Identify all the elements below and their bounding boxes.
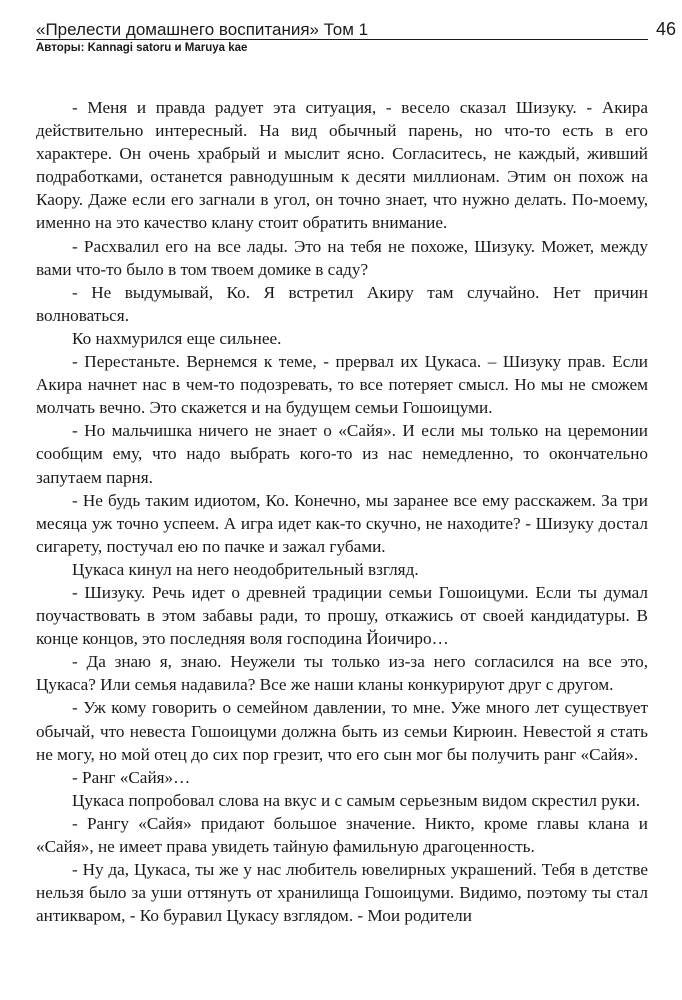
paragraph: - Ранг «Сайя»… bbox=[72, 767, 191, 787]
book-title: «Прелести домашнего воспитания» Том 1 bbox=[36, 20, 369, 39]
header-divider bbox=[36, 39, 648, 40]
page-number: 46 bbox=[655, 19, 676, 39]
paragraph: Ко нахмурился еще сильнее. bbox=[72, 328, 282, 348]
paragraph: - Ну да, Цукаса, ты же у нас любитель ювелирных украшений. Тебя в детстве нельзя было за уши оттянуть от хранилища Гошоицуми. Видимо, поэтому ты стал антикваром, - Ко буравил Цукасу взглядом. - Мои родители bbox=[36, 860, 648, 926]
paragraph: Цукаса попробовал слова на вкус и с самым серьезным видом скрестил руки. bbox=[72, 790, 641, 810]
book-authors: Авторы: Kannagi satoru и Maruya kae bbox=[36, 42, 248, 54]
paragraph: - Рангу «Сайя» придают большое значение. Никто, кроме главы клана и «Сайя», не имеет права увидеть тайную фамильную драгоценность. bbox=[36, 813, 648, 856]
paragraph: - Уж кому говорить о семейном давлении, то мне. Уже много лет существует обычай, что невеста Гошоицуми должна быть из семьи Кирюин. Невестой я стать не могу, но мой отец до сих пор грезит, что его сын мог бы получить ранг «Сайя». bbox=[36, 698, 648, 764]
paragraph: - Шизуку. Речь идет о древней традиции семьи Гошоицуми. Если ты думал поучаствовать в этом забавы ради, то прошу, откажись от своей кандидатуры. В конце концов, это последняя воля господина Йоичиро… bbox=[36, 582, 648, 649]
paragraph: - Не будь таким идиотом, Ко. Конечно, мы заранее все ему расскажем. За три месяца уж точно успеем. А игра идет как-то скучно, не находите? - Шизуку достал сигарету, постучал ею по пачке и зажал губами. bbox=[36, 490, 648, 556]
paragraph: - Расхвалил его на все лады. Это на тебя не похоже, Шизуку. Может, между вами что-то было в том твоем домике в саду? bbox=[36, 236, 648, 279]
paragraph: - Но мальчишка ничего не знает о «Сайя». И если мы только на церемонии сообщим ему, что надо выбрать кого-то из нас немедленно, то окончательно запутаем парня. bbox=[36, 421, 648, 487]
page-body bbox=[36, 96, 648, 927]
paragraph: - Да знаю я, знаю. Неужели ты только из-за него согласился на все это, Цукаса? Или семья надавила? Все же наши кланы конкурируют друг с другом. bbox=[36, 652, 648, 695]
page-header bbox=[36, 20, 648, 60]
paragraph: Цукаса кинул на него неодобрительный взгляд. bbox=[72, 559, 419, 579]
paragraph: - Перестаньте. Вернемся к теме, - прервал их Цукаса. – Шизуку прав. Если Акира начнет нас в чем-то подозревать, то все потеряет смысл. Но мы не сможем молчать вечно. Это скажется и на будущем семьи Гошоицуми. bbox=[36, 352, 648, 418]
paragraph: - Не выдумывай, Ко. Я встретил Акиру там случайно. Нет причин волноваться. bbox=[36, 282, 648, 325]
paragraph: - Меня и правда радует эта ситуация, - весело сказал Шизуку. - Акира действительно интересный. На вид обычный парень, но что-то есть в его характере. Он очень храбрый и мыслит ясно. Согласитесь, не каждый, живший подработками, останется равнодушным к десяти миллионам. Этим он похож на Каору. Даже если его загнали в угол, он точно знает, что нужно делать. По-моему, именно на это качество клану стоит обратить внимание. bbox=[36, 98, 648, 233]
